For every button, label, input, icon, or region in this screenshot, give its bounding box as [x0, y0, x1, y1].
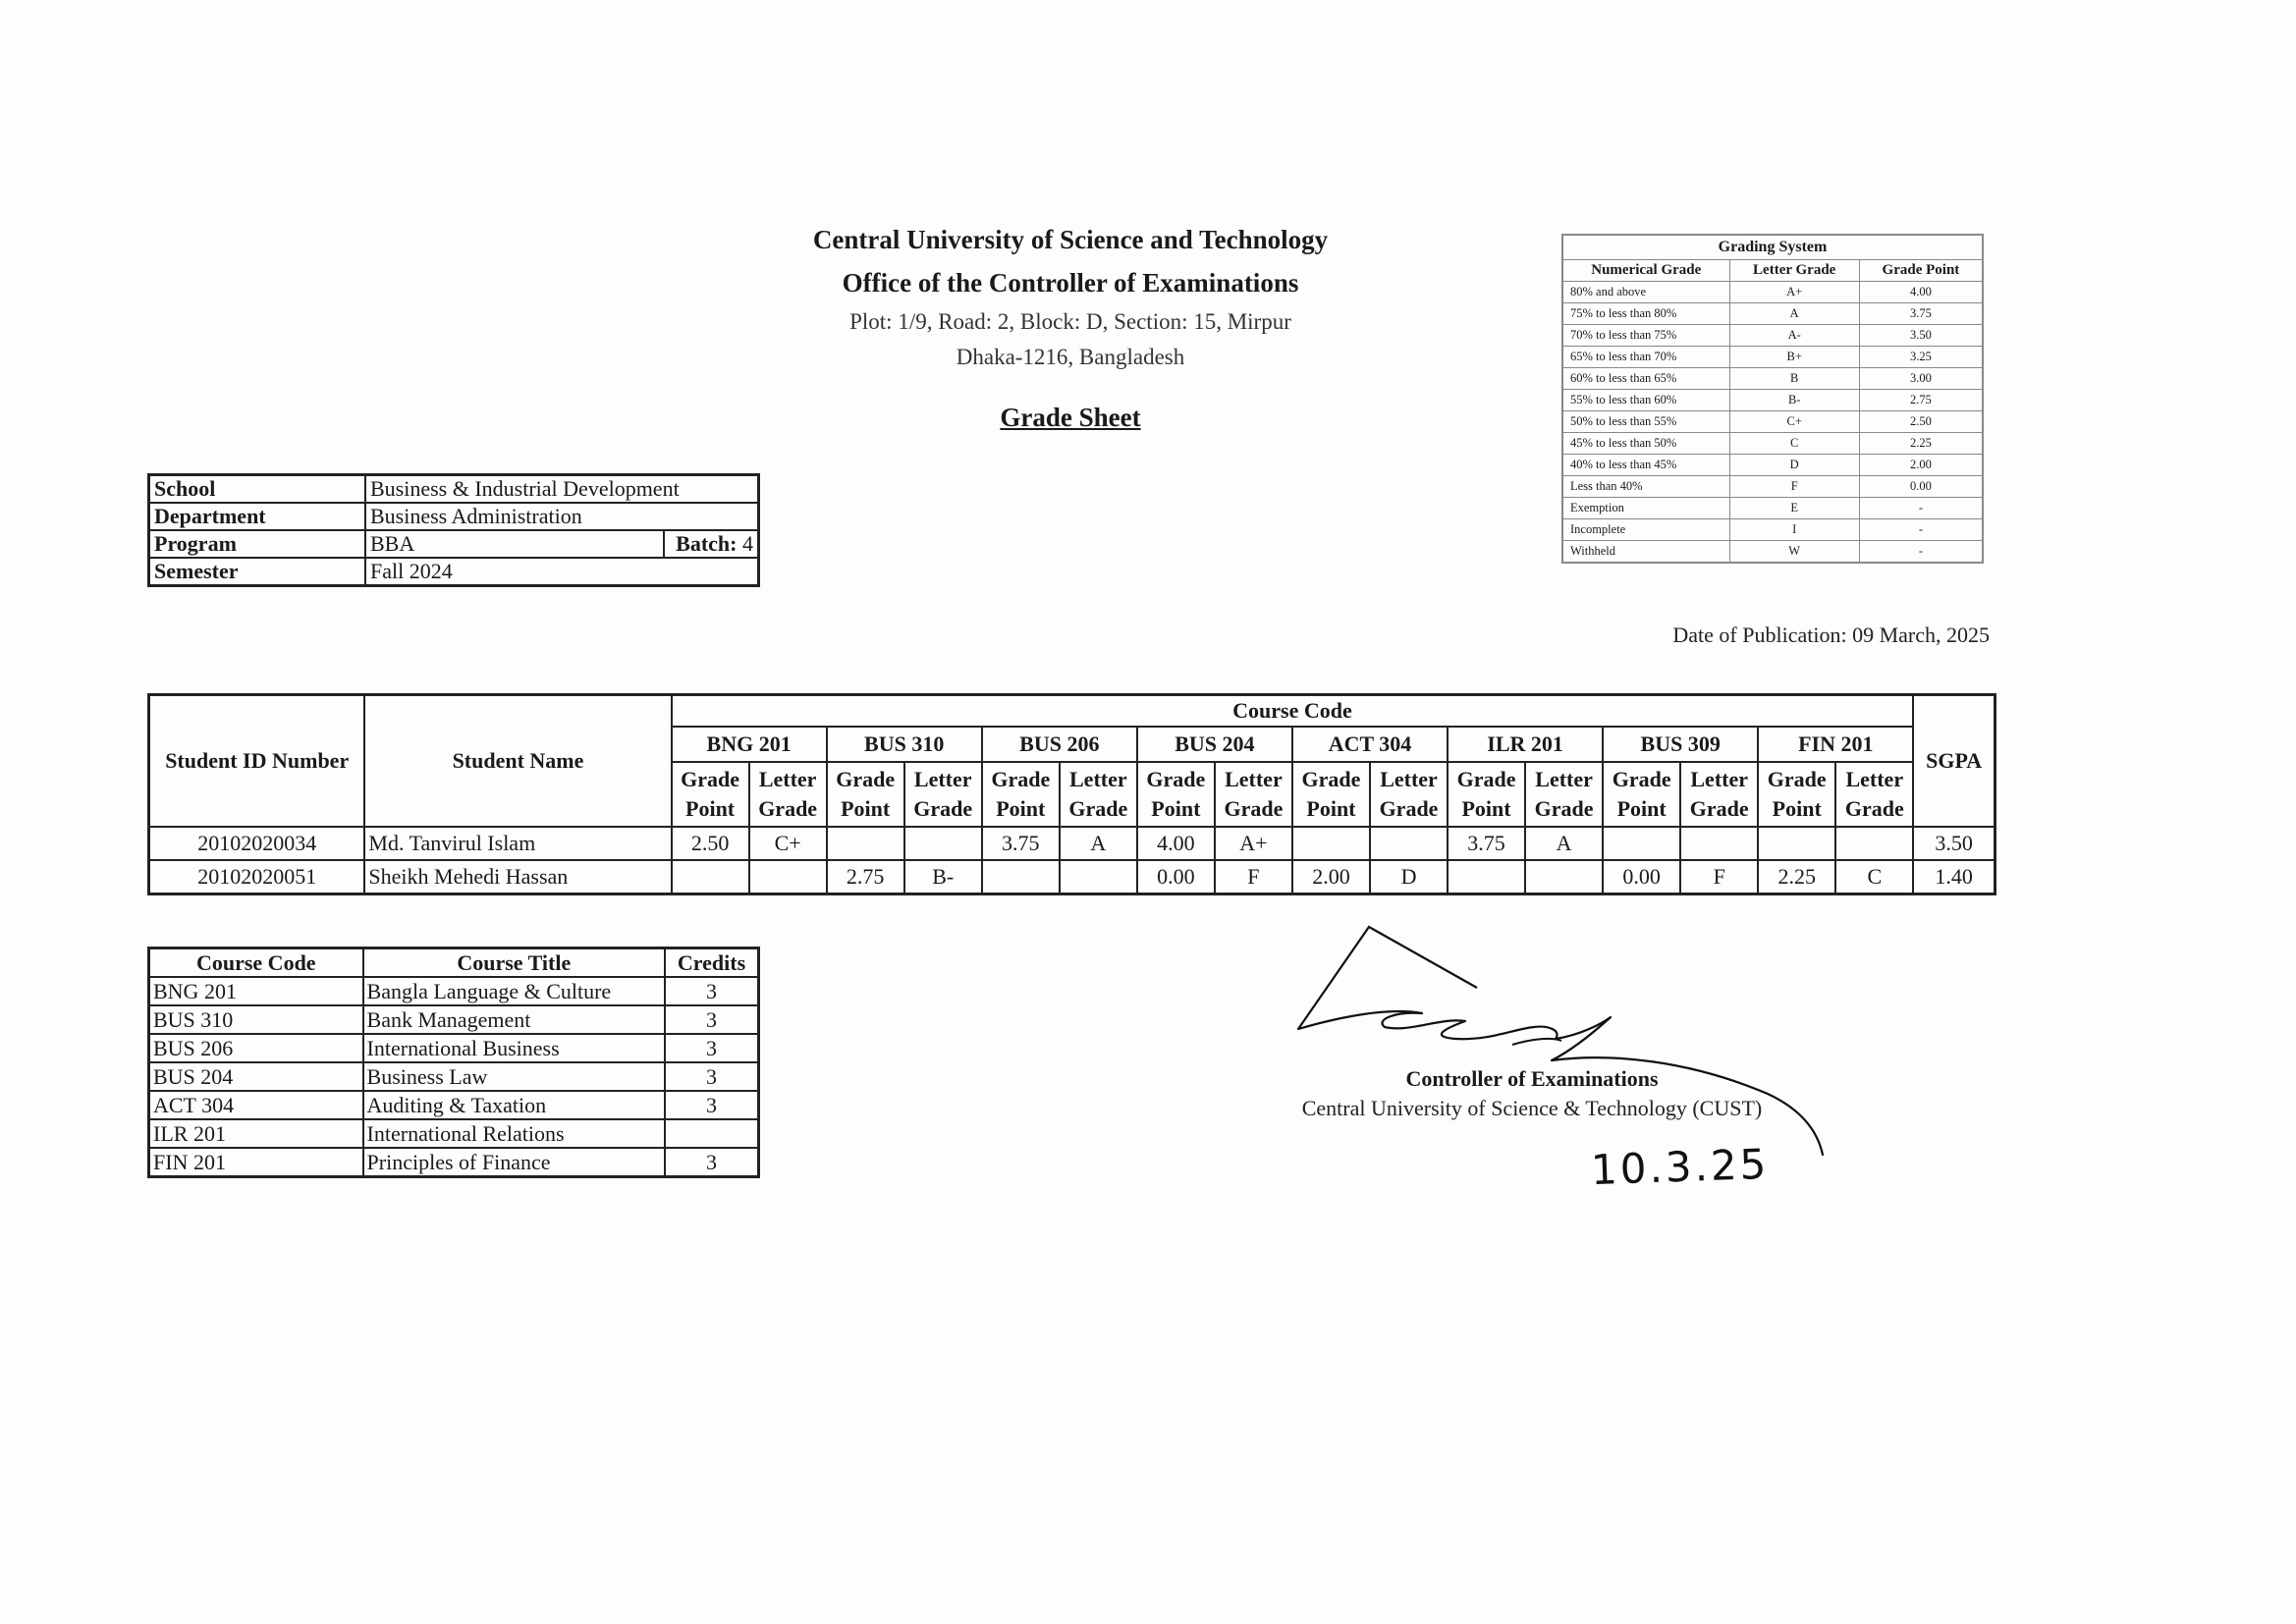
course-credits-value: 3 — [665, 1062, 758, 1091]
letter-grade-cell: A — [1060, 827, 1137, 860]
batch-cell — [664, 530, 759, 558]
course-code-header: Course Code — [672, 695, 1914, 728]
grade-point-line2: Point — [1772, 796, 1822, 821]
grading-cell: I — [1729, 519, 1859, 541]
grade-point-cell — [827, 827, 904, 860]
grading-row — [1562, 303, 1983, 325]
course-code-value: BNG 201 — [149, 977, 363, 1005]
grading-cell: 60% to less than 65% — [1562, 368, 1729, 390]
table-row — [149, 860, 1995, 894]
grading-cell: 40% to less than 45% — [1562, 455, 1729, 476]
signature-title: Controller of Examinations — [1405, 1066, 1659, 1091]
course-list-row — [149, 1034, 759, 1062]
grading-row — [1562, 498, 1983, 519]
grading-cell: Exemption — [1562, 498, 1729, 519]
course-title-value: Bank Management — [363, 1005, 665, 1034]
grade-point-cell — [672, 860, 749, 894]
grading-row — [1562, 390, 1983, 411]
grading-cell: Incomplete — [1562, 519, 1729, 541]
grade-point-header — [1758, 762, 1835, 827]
course-code-cell: ILR 201 — [1448, 727, 1603, 762]
course-code-value: ILR 201 — [149, 1119, 363, 1148]
course-list-row — [149, 1091, 759, 1119]
department-value: Business Administration — [365, 503, 759, 530]
school-value: Business & Industrial Development — [365, 475, 759, 504]
grading-system-table — [1561, 234, 1984, 564]
sgpa-cell: 1.40 — [1913, 860, 1995, 894]
handwritten-date: 10.3.25 — [1590, 1139, 1771, 1195]
letter-grade-line2: Grade — [1534, 796, 1594, 821]
course-list-row — [149, 977, 759, 1005]
letter-grade-line1: Letter — [1225, 767, 1283, 791]
grade-point-cell: 2.00 — [1292, 860, 1370, 894]
grading-cell: Withheld — [1562, 541, 1729, 564]
grading-cell: F — [1729, 476, 1859, 498]
grading-cell: 75% to less than 80% — [1562, 303, 1729, 325]
course-title-value: International Relations — [363, 1119, 665, 1148]
semester-label: Semester — [149, 558, 366, 586]
grade-point-cell: 0.00 — [1137, 860, 1215, 894]
document-header — [648, 218, 1493, 433]
letter-grade-line2: Grade — [1224, 796, 1284, 821]
course-code-cell: BUS 310 — [827, 727, 982, 762]
course-title-value: Auditing & Taxation — [363, 1091, 665, 1119]
grade-point-cell — [1448, 860, 1525, 894]
course-credits-value: 3 — [665, 1034, 758, 1062]
grading-cell: - — [1859, 519, 1983, 541]
letter-grade-cell: A+ — [1215, 827, 1292, 860]
grading-cell: B+ — [1729, 347, 1859, 368]
course-code-cell: BUS 204 — [1137, 727, 1292, 762]
grading-cell: B- — [1729, 390, 1859, 411]
course-title-value: International Business — [363, 1034, 665, 1062]
course-list-rows — [149, 977, 759, 1177]
course-code-value: BUS 204 — [149, 1062, 363, 1091]
grade-point-line2: Point — [996, 796, 1046, 821]
course-code-value: BUS 310 — [149, 1005, 363, 1034]
grade-point-header — [1292, 762, 1370, 827]
student-name-header: Student Name — [364, 695, 671, 828]
grading-row — [1562, 433, 1983, 455]
address-line-2: Dhaka-1216, Bangladesh — [956, 345, 1185, 369]
grading-cell: 2.75 — [1859, 390, 1983, 411]
letter-grade-line2: Grade — [1379, 796, 1439, 821]
letter-grade-cell — [1370, 827, 1448, 860]
student-id-header: Student ID Number — [149, 695, 365, 828]
letter-grade-cell: F — [1215, 860, 1292, 894]
letter-grade-header — [749, 762, 827, 827]
grade-point-line1: Grade — [1301, 767, 1361, 791]
letter-grade-header — [1060, 762, 1137, 827]
grade-point-line1: Grade — [1767, 767, 1827, 791]
grading-header: Numerical Grade — [1562, 260, 1729, 282]
letter-grade-line2: Grade — [913, 796, 973, 821]
university-name: Central University of Science and Technology — [812, 225, 1329, 254]
grade-point-line1: Grade — [991, 767, 1051, 791]
grade-rows — [149, 827, 1995, 894]
grading-cell: D — [1729, 455, 1859, 476]
course-code-value: FIN 201 — [149, 1148, 363, 1177]
course-code-value: ACT 304 — [149, 1091, 363, 1119]
course-list-table — [147, 947, 760, 1178]
letter-grade-header — [1525, 762, 1603, 827]
letter-grade-line1: Letter — [1845, 767, 1904, 791]
grade-sheet-table — [147, 693, 1996, 895]
letter-grade-line1: Letter — [1690, 767, 1748, 791]
grading-header: Grade Point — [1859, 260, 1983, 282]
letter-grade-cell — [1835, 827, 1913, 860]
course-code-cell: BUS 309 — [1603, 727, 1758, 762]
program-info-table — [147, 473, 760, 587]
grade-point-line2: Point — [685, 796, 736, 821]
grading-cell: C — [1729, 433, 1859, 455]
grade-point-line2: Point — [1151, 796, 1201, 821]
grading-cell: A — [1729, 303, 1859, 325]
letter-grade-line2: Grade — [1844, 796, 1904, 821]
letter-grade-cell: A — [1525, 827, 1603, 860]
letter-grade-cell: C+ — [749, 827, 827, 860]
grade-point-header — [827, 762, 904, 827]
student-id-cell: 20102020051 — [149, 860, 365, 894]
grading-cell: A+ — [1729, 282, 1859, 303]
course-title-value: Principles of Finance — [363, 1148, 665, 1177]
batch-label: Batch: — [676, 531, 738, 556]
letter-grade-line2: Grade — [758, 796, 818, 821]
grading-row — [1562, 325, 1983, 347]
grading-row — [1562, 476, 1983, 498]
grading-cell: - — [1859, 498, 1983, 519]
grade-point-cell: 0.00 — [1603, 860, 1680, 894]
course-list-row — [149, 1005, 759, 1034]
course-title-value: Business Law — [363, 1062, 665, 1091]
student-name-cell: Sheikh Mehedi Hassan — [364, 860, 671, 894]
grade-point-line1: Grade — [836, 767, 896, 791]
letter-grade-cell: B- — [904, 860, 982, 894]
letter-grade-line1: Letter — [913, 767, 972, 791]
grading-system-caption: Grading System — [1562, 235, 1983, 260]
grading-row — [1562, 282, 1983, 303]
grade-point-cell: 2.50 — [672, 827, 749, 860]
grade-point-line1: Grade — [1612, 767, 1671, 791]
department-label: Department — [149, 503, 366, 530]
grading-cell: B — [1729, 368, 1859, 390]
course-credits-value — [665, 1119, 758, 1148]
grading-cell: 2.25 — [1859, 433, 1983, 455]
grading-cell: 0.00 — [1859, 476, 1983, 498]
grade-point-header — [1603, 762, 1680, 827]
grading-header: Letter Grade — [1729, 260, 1859, 282]
grading-row — [1562, 541, 1983, 564]
grading-cell: 80% and above — [1562, 282, 1729, 303]
grade-point-cell — [982, 860, 1060, 894]
grading-row — [1562, 455, 1983, 476]
publication-date: Date of Publication: 09 March, 2025 — [1672, 623, 1990, 647]
letter-grade-line1: Letter — [758, 767, 817, 791]
letter-grade-cell — [1525, 860, 1603, 894]
grade-point-header — [1448, 762, 1525, 827]
grade-point-line2: Point — [1616, 796, 1667, 821]
course-credits-value: 3 — [665, 1148, 758, 1177]
grading-cell: 3.00 — [1859, 368, 1983, 390]
grading-cell: E — [1729, 498, 1859, 519]
student-name-cell: Md. Tanvirul Islam — [364, 827, 671, 860]
course-list-header: Course Title — [363, 948, 665, 978]
grading-cell: 3.50 — [1859, 325, 1983, 347]
grading-row — [1562, 368, 1983, 390]
grading-rows — [1562, 282, 1983, 564]
letter-grade-line2: Grade — [1068, 796, 1128, 821]
letter-grade-line2: Grade — [1689, 796, 1749, 821]
letter-grade-header — [1215, 762, 1292, 827]
letter-grade-cell — [904, 827, 982, 860]
course-list-row — [149, 1062, 759, 1091]
letter-grade-cell — [749, 860, 827, 894]
signature-organization: Central University of Science & Technology (CUST) — [1301, 1096, 1763, 1120]
document-title: Grade Sheet — [1000, 403, 1141, 432]
letter-grade-header — [904, 762, 982, 827]
grading-cell: W — [1729, 541, 1859, 564]
grading-row — [1562, 411, 1983, 433]
sgpa-cell: 3.50 — [1913, 827, 1995, 860]
course-list-row — [149, 1148, 759, 1177]
grading-cell: 4.00 — [1859, 282, 1983, 303]
letter-grade-line1: Letter — [1380, 767, 1438, 791]
course-list-header: Credits — [665, 948, 758, 978]
grade-point-cell: 3.75 — [982, 827, 1060, 860]
course-code-cell: ACT 304 — [1292, 727, 1448, 762]
grade-point-header — [982, 762, 1060, 827]
course-credits-value: 3 — [665, 977, 758, 1005]
letter-grade-header — [1680, 762, 1758, 827]
address-line-1: Plot: 1/9, Road: 2, Block: D, Section: 15, Mirpur — [849, 309, 1291, 334]
sgpa-header: SGPA — [1913, 695, 1995, 828]
semester-value: Fall 2024 — [365, 558, 759, 586]
letter-grade-header — [1370, 762, 1448, 827]
letter-grade-cell: F — [1680, 860, 1758, 894]
course-code-cell: BUS 206 — [982, 727, 1137, 762]
grading-cell: 55% to less than 60% — [1562, 390, 1729, 411]
grade-point-line2: Point — [1461, 796, 1511, 821]
grade-point-header — [672, 762, 749, 827]
letter-grade-cell: C — [1835, 860, 1913, 894]
batch-value: 4 — [742, 531, 753, 556]
grading-cell: 65% to less than 70% — [1562, 347, 1729, 368]
course-code-cell: BNG 201 — [672, 727, 827, 762]
grade-point-cell — [1758, 827, 1835, 860]
course-list-header: Course Code — [149, 948, 363, 978]
course-list-row — [149, 1119, 759, 1148]
grade-point-line2: Point — [841, 796, 891, 821]
grading-cell: A- — [1729, 325, 1859, 347]
grading-cell: 3.25 — [1859, 347, 1983, 368]
grade-point-line1: Grade — [1146, 767, 1206, 791]
program-label: Program — [149, 530, 366, 558]
grade-point-line2: Point — [1306, 796, 1356, 821]
table-row — [149, 827, 1995, 860]
letter-grade-cell — [1060, 860, 1137, 894]
letter-grade-header — [1835, 762, 1913, 827]
grade-point-line1: Grade — [1456, 767, 1516, 791]
course-code-value: BUS 206 — [149, 1034, 363, 1062]
course-code-cell: FIN 201 — [1758, 727, 1913, 762]
grade-point-cell: 2.25 — [1758, 860, 1835, 894]
grading-cell: 2.00 — [1859, 455, 1983, 476]
course-credits-value: 3 — [665, 1091, 758, 1119]
grading-cell: 70% to less than 75% — [1562, 325, 1729, 347]
student-id-cell: 20102020034 — [149, 827, 365, 860]
grade-point-cell: 3.75 — [1448, 827, 1525, 860]
grade-point-cell — [1292, 827, 1370, 860]
grade-point-cell: 2.75 — [827, 860, 904, 894]
letter-grade-cell: D — [1370, 860, 1448, 894]
grading-row — [1562, 519, 1983, 541]
grading-row — [1562, 347, 1983, 368]
grading-cell: C+ — [1729, 411, 1859, 433]
letter-grade-line1: Letter — [1069, 767, 1127, 791]
grading-cell: 50% to less than 55% — [1562, 411, 1729, 433]
school-label: School — [149, 475, 366, 504]
grading-cell: - — [1859, 541, 1983, 564]
letter-grade-cell — [1680, 827, 1758, 860]
course-credits-value: 3 — [665, 1005, 758, 1034]
grade-point-cell — [1603, 827, 1680, 860]
grading-cell: 2.50 — [1859, 411, 1983, 433]
office-name: Office of the Controller of Examinations — [842, 268, 1299, 298]
program-value: BBA — [365, 530, 664, 558]
letter-grade-line1: Letter — [1535, 767, 1593, 791]
grade-point-cell: 4.00 — [1137, 827, 1215, 860]
grade-point-header — [1137, 762, 1215, 827]
course-title-value: Bangla Language & Culture — [363, 977, 665, 1005]
grade-point-line1: Grade — [681, 767, 740, 791]
grading-cell: 45% to less than 50% — [1562, 433, 1729, 455]
grading-cell: 3.75 — [1859, 303, 1983, 325]
grading-cell: Less than 40% — [1562, 476, 1729, 498]
